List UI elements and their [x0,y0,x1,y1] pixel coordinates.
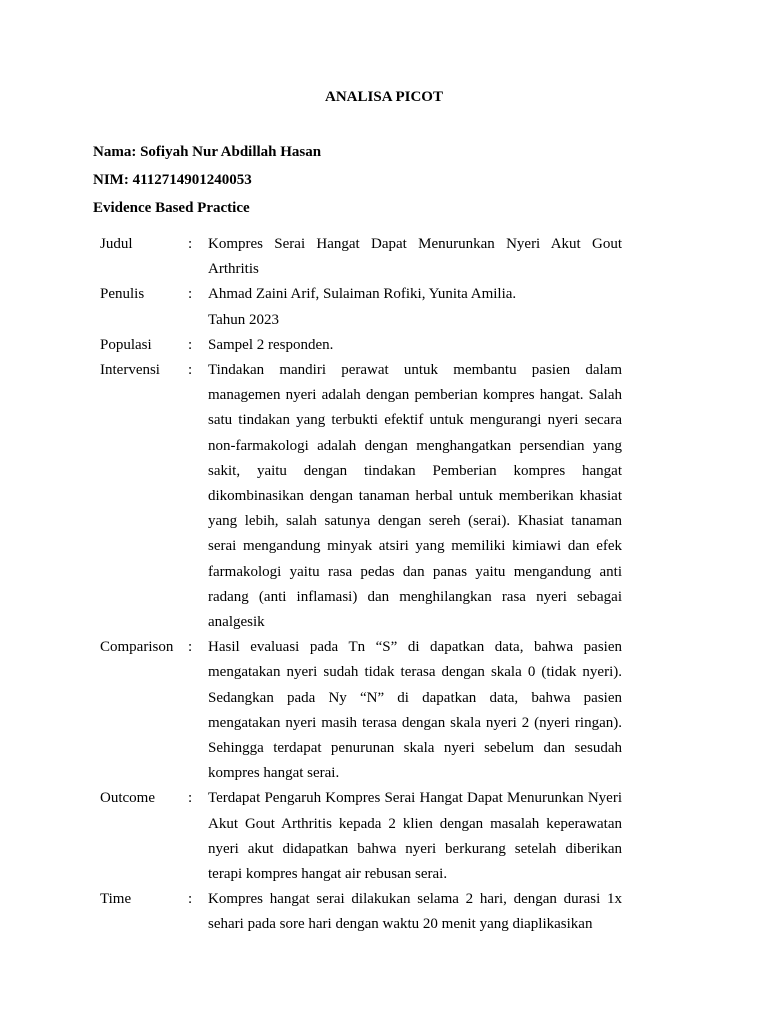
row-separator: : [188,891,193,908]
section-heading: Evidence Based Practice [93,200,250,216]
row-separator: : [188,362,193,379]
row-content-intervensi: Tindakan mandiri perawat untuk membantu pasien dalam managemen nyeri adalah dengan pemberian kompres hangat. Salah satu tindakan yang terbukti efektif untuk mengurangi nyeri secara non-farmakologi adalah dengan menghangatkan persendian yang sakit, yaitu dengan tindakan Pemberian kompres hangat dikombinasikan dengan tanaman herbal untuk memberikan khasiat yang lebih, salah satunya dengan sereh (serai). Khasiat tanaman serai mengandung minyak atsiri yang memiliki kimiawi dan efek farmakologi yaitu rasa pedas dan panas yaitu mengandung anti radang (anti inflamasi) dan menghilangkan rasa nyeri sebagai analgesik [208,362,622,631]
row-separator: : [188,236,193,252]
row-separator: : [188,286,193,303]
row-content-populasi: Sampel 2 responden. [208,336,334,353]
row-separator: : [188,790,193,807]
penulis-year: Tahun 2023 [208,311,280,328]
row-label-intervensi: Intervensi [100,362,160,379]
picot-row-outcome [100,786,622,887]
row-separator: : [188,336,193,353]
student-name: Nama: Sofiyah Nur Abdillah Hasan [93,144,322,160]
student-nim: NIM: 4112714901240053 [93,172,252,188]
row-separator: : [188,639,193,656]
picot-row-penulis [100,282,622,332]
row-content-penulis [208,282,622,332]
picot-row-time [100,887,622,937]
picot-row-judul [100,232,622,282]
row-content-outcome: Terdapat Pengaruh Kompres Serai Hangat Dapat Menurunkan Nyeri Akut Gout Arthritis kepada 2 klien dengan masalah keperawatan nyeri akut didapatkan bahwa nyeri berkurang setelah diberikan terapi kompres hangat air rebusan serai. [208,790,622,883]
row-content-judul: Kompres Serai Hangat Dapat Menurunkan Nyeri Akut Gout Arthritis [208,236,622,278]
row-content-comparison: Hasil evaluasi pada Tn “S” di dapatkan data, bahwa pasien mengatakan nyeri sudah tidak terasa dengan skala 0 (tidak nyeri). Sedangkan pada Ny “N” di dapatkan data, bahwa pasien mengatakan nyeri masih terasa dengan skala nyeri 2 (nyeri ringan). Sehingga terdapat penurunan skala nyeri sebelum dan sesudah kompres hangat serai. [208,639,622,782]
row-label-judul: Judul [100,236,133,252]
row-label-comparison: Comparison [100,639,174,656]
document-title: ANALISA PICOT [325,89,443,105]
row-label-populasi: Populasi [100,336,152,353]
row-label-outcome: Outcome [100,790,155,807]
row-label-penulis: Penulis [100,286,145,303]
row-label-time: Time [100,891,132,908]
penulis-authors: Ahmad Zaini Arif, Sulaiman Rofiki, Yunita Amilia. [208,286,517,303]
picot-row-comparison [100,635,622,786]
row-content-time: Kompres hangat serai dilakukan selama 2 hari, dengan durasi 1x sehari pada sore hari dengan waktu 20 menit yang diaplikasikan [208,891,622,933]
picot-row-populasi [100,333,622,358]
picot-table [100,232,622,938]
picot-row-intervensi [100,358,622,635]
